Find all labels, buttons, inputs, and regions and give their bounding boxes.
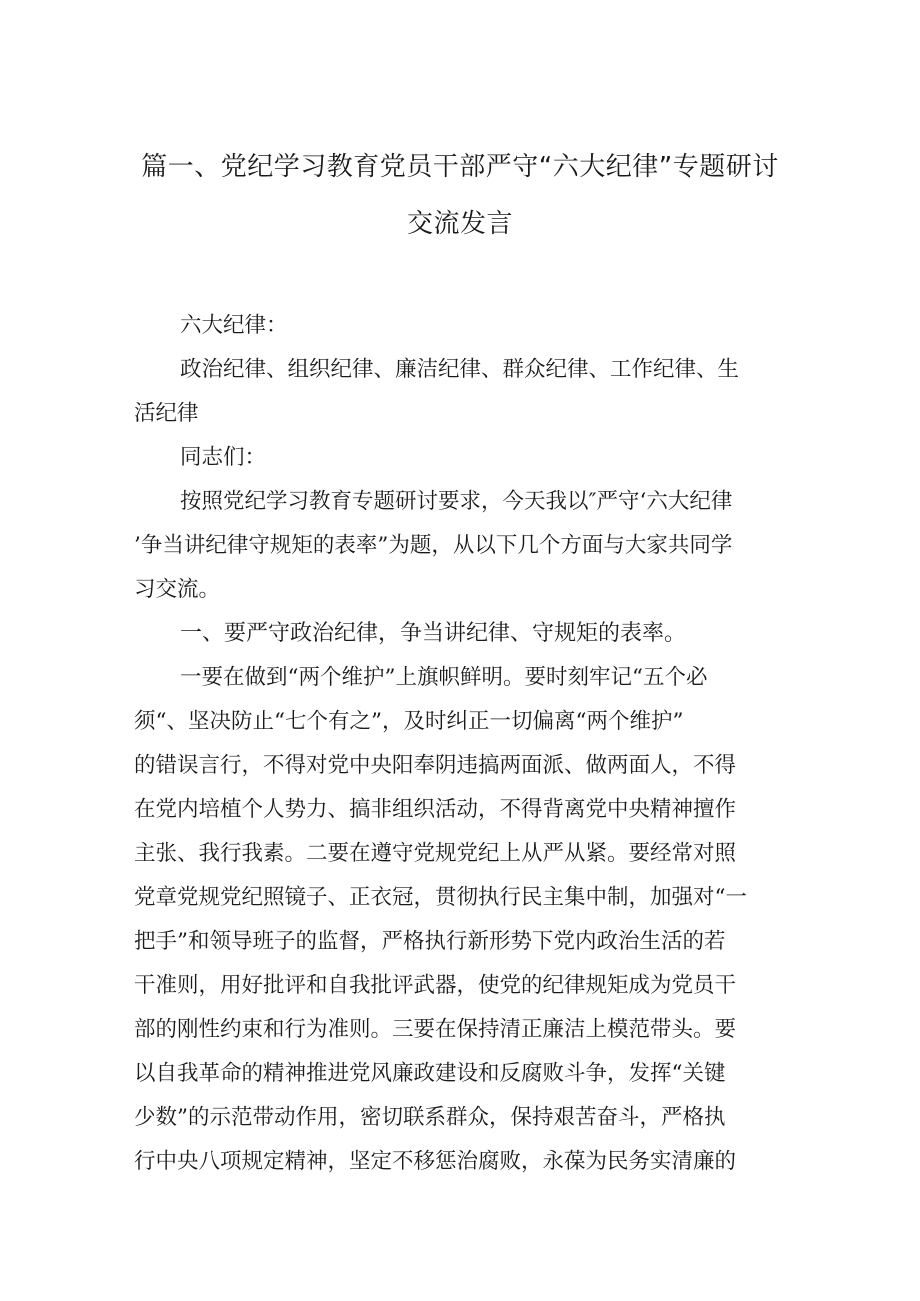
paragraph-line: 干准则，用好批评和自我批评武器，使党的纪律规矩成为党员干 bbox=[134, 973, 737, 998]
document-title-line-2: 交流发言 bbox=[406, 209, 513, 239]
paragraph-line: 少数”的示范带动作用，密切联系群众，保持艰苦奋斗，严格执 bbox=[134, 1105, 726, 1130]
paragraph-line: 的错误言行，不得对党中央阳奉阴违搞两面派、做两面人，不得 bbox=[134, 753, 737, 778]
paragraph-line: 按照党纪学习教育专题研讨要求，今天我以″严守‘六大纪律 bbox=[180, 489, 733, 514]
paragraph-line: 把手”和领导班子的监督，严格执行新形势下党内政治生活的若 bbox=[134, 929, 726, 954]
paragraph-line: 行中央八项规定精神，坚定不移惩治腐败，永葆为民务实清廉的 bbox=[134, 1149, 737, 1174]
document-body bbox=[134, 304, 786, 1184]
paragraph-line: 六大纪律： bbox=[180, 313, 288, 338]
paragraph-line: ’争当讲纪律守规矩的表率”为题，从以下几个方面与大家共同学 bbox=[134, 533, 733, 558]
paragraph-line: 在党内培植个人势力、搞非组织活动，不得背离党中央精神擅作 bbox=[134, 797, 737, 822]
paragraph-line: 活纪律 bbox=[134, 401, 199, 426]
paragraph-line: 部的刚性约束和行为准则。三要在保持清正廉洁上模范带头。要 bbox=[134, 1017, 737, 1042]
paragraph-line: 党章党规党纪照镜子、正衣冠，贯彻执行民主集中制，加强对“一 bbox=[134, 885, 747, 910]
paragraph-line: 以自我革命的精神推进党风廉政建设和反腐败斗争，发挥“关键 bbox=[134, 1061, 726, 1086]
paragraph-line: 主张、我行我素。二要在遵守党规党纪上从严从紧。要经常对照 bbox=[134, 841, 737, 866]
paragraph-line: 政治纪律、组织纪律、廉洁纪律、群众纪律、工作纪律、生 bbox=[180, 357, 740, 382]
paragraph-line: 一要在做到“两个维护”上旗帜鲜明。要时刻牢记“五个必 bbox=[180, 665, 708, 690]
paragraph-line: 习交流。 bbox=[134, 577, 221, 602]
document-title-line-1: 篇一、党纪学习教育党员干部严守“六大纪律”专题研讨 bbox=[141, 152, 779, 182]
paragraph-line: 须“、坚决防止“七个有之”，及时纠正一切偏离“两个维护” bbox=[134, 709, 684, 734]
paragraph-line: 同志们： bbox=[180, 445, 267, 470]
section-heading: 一、要严守政治纪律，争当讲纪律、守规矩的表率。 bbox=[180, 621, 687, 646]
